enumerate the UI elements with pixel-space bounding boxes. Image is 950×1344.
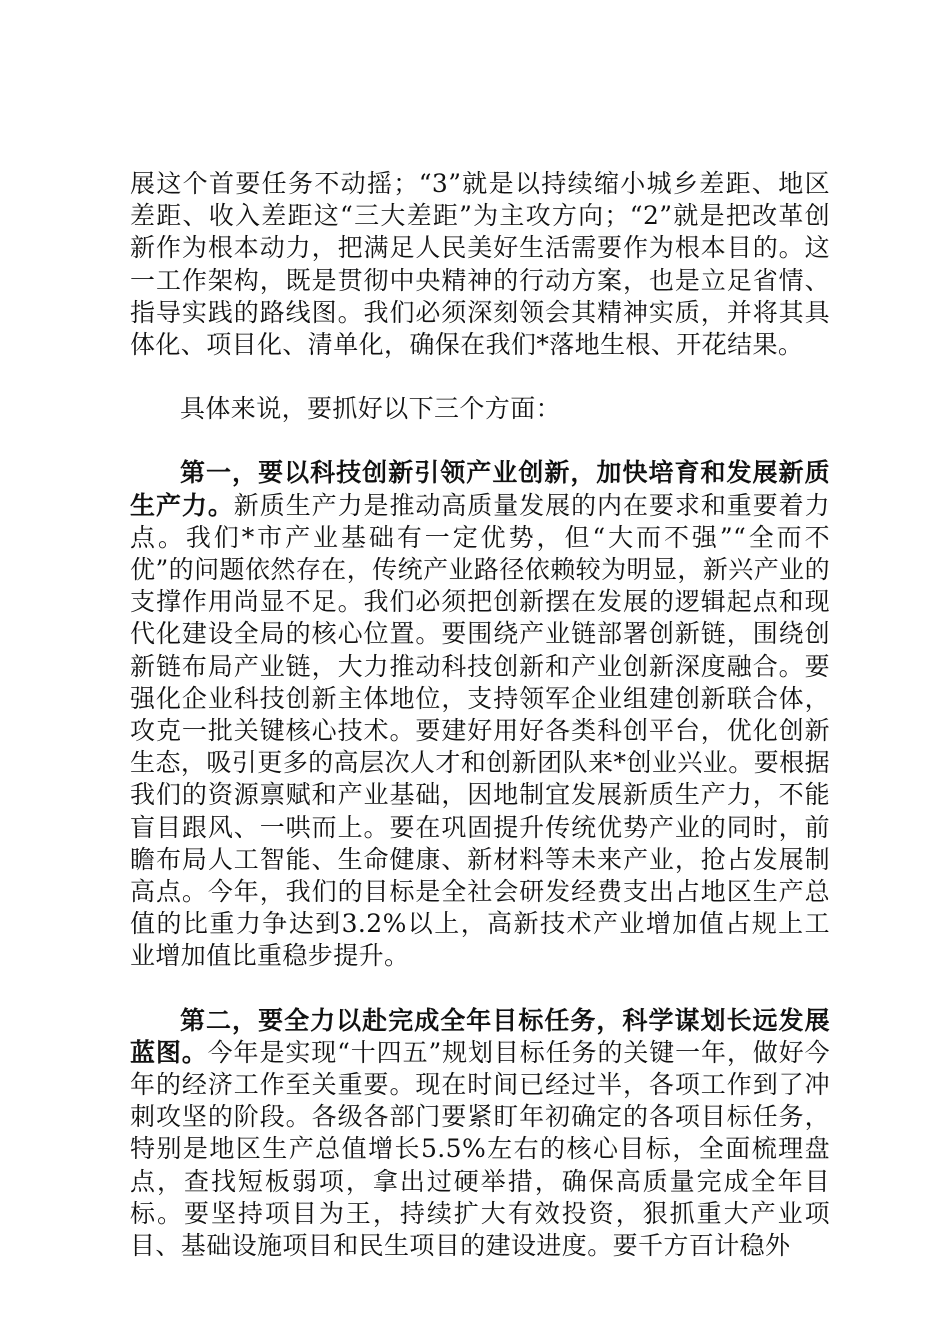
first-point-heading: 第一，要以科技创新引领产业创新，加快培育和发展新质生产力。 <box>130 458 830 520</box>
second-point-text: 今年是实现“十四五”规划目标任务的关键一年，做好今年的经济工作至关重要。现在时间已经过半，各项工作到了冲刺攻坚的阶段。各级各部门要紧盯年初确定的各项目标任务，特别是地区生产总值增长5.5%左右的核心目标，全面梳理盘点，查找短板弱项，拿出过硬举措，确保高质量完成全年目标。要坚持项目为王，持续扩大有效投资，狠抓重大产业项目、基础设施项目和民生项目的建设进度。要千方百计稳外 <box>130 1037 830 1261</box>
paragraph-second-point <box>130 1005 830 1263</box>
second-point-heading: 第二，要全力以赴完成全年目标任务，科学谋划长远发展蓝图。 <box>130 1005 830 1067</box>
paragraph-intro-text: 展这个首要任务不动摇；“3”就是以持续缩小城乡差距、地区差距、收入差距这“三大差距”为主攻方向；“2”就是把改革创新作为根本动力，把满足人民美好生活需要作为根本目的。这一工作架构，既是贯彻中央精神的行动方案，也是立足省情、指导实践的路线图。我们必须深刻领会其精神实质，并将其具体化、项目化、清单化，确保在我们*落地生根、开花结果。 <box>130 169 830 360</box>
paragraph-overview-text: 具体来说，要抓好以下三个方面： <box>180 394 562 424</box>
paragraph-overview <box>130 393 830 425</box>
document-page <box>130 168 830 1262</box>
paragraph-first-point <box>130 457 830 972</box>
first-point-text: 新质生产力是推动高质量发展的内在要求和重要着力点。我们*市产业基础有一定优势，但“大而不强”“全而不优”的问题依然存在，传统产业路径依赖较为明显，新兴产业的支撑作用尚显不足。我们必须把创新摆在发展的逻辑起点和现代化建设全局的核心位置。要围绕产业链部署创新链，围绕创新链布局产业链，大力推动科技创新和产业创新深度融合。要强化企业科技创新主体地位，支持领军企业组建创新联合体，攻克一批关键核心技术。要建好用好各类科创平台，优化创新生态，吸引更多的高层次人才和创新团队来*创业兴业。要根据我们的资源禀赋和产业基础，因地制宜发展新质生产力，不能盲目跟风、一哄而上。要在巩固提升传统优势产业的同时，前瞻布局人工智能、生命健康、新材料等未来产业，抢占发展制高点。今年，我们的目标是全社会研发经费支出占地区生产总值的比重力争达到3.2%以上，高新技术产业增加值占规上工业增加值比重稳步提升。 <box>130 490 831 971</box>
paragraph-intro <box>130 168 830 361</box>
